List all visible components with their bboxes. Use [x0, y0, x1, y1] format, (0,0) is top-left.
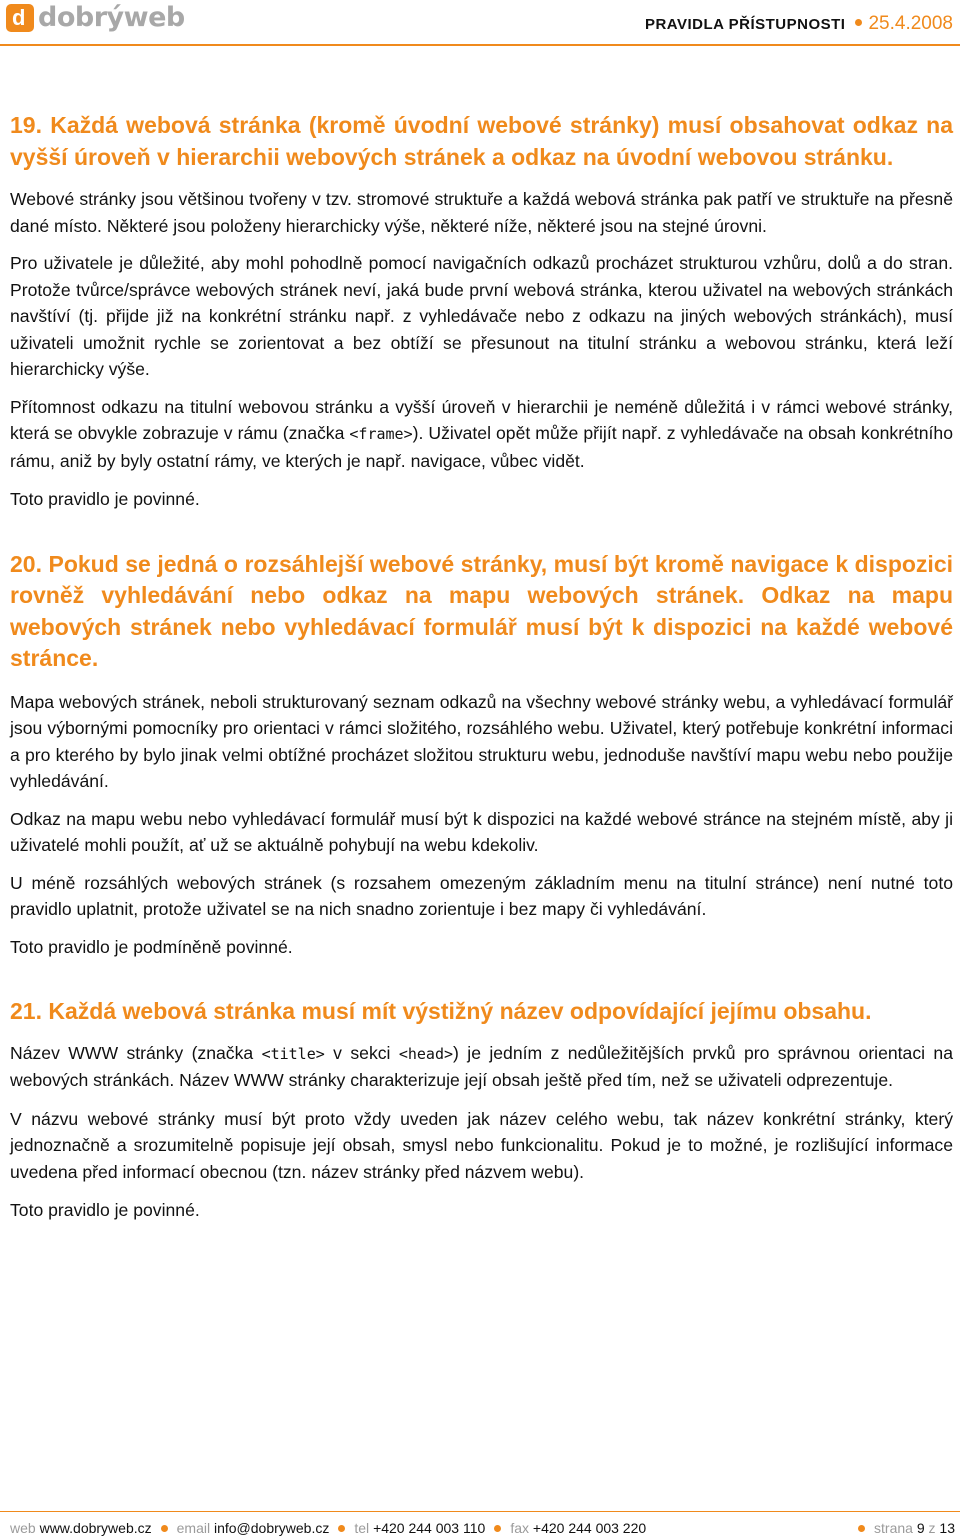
- rule-status: Toto pravidlo je podmíněně povinné.: [10, 936, 293, 957]
- email-label: email: [176, 1520, 211, 1536]
- header-divider: [0, 44, 960, 46]
- logo-thumb-icon: d: [6, 4, 34, 32]
- code-title: <title>: [261, 1044, 325, 1063]
- tel-label: tel: [354, 1520, 370, 1536]
- code-head: <head>: [398, 1044, 454, 1063]
- web-label: web: [10, 1520, 36, 1536]
- bullet-icon: [338, 1525, 345, 1532]
- fax-label: fax: [510, 1520, 529, 1536]
- bullet-icon: [494, 1525, 501, 1532]
- header-info: [645, 13, 953, 36]
- paragraph: Název WWW stránky (značka <title> v sekci <head>) je jedním z nedůležitějších prvků pro správnou orientaci na webových stránkách. Název WWW stránky charakterizuje její obsah ještě před tím, než se uživateli odprezentuje.: [10, 1042, 953, 1090]
- page-number: strana 9 z 13: [849, 1520, 955, 1537]
- logo-text: dobrýweb: [38, 2, 185, 33]
- fax-value: +420 244 003 220: [532, 1520, 647, 1536]
- rule-title: Každá webová stránka (kromě úvodní webové stránky) musí obsahovat odkaz na vyšší úroveň v hierarchii webových stránek a odkaz na úvodní webovou stránku.: [10, 112, 954, 170]
- rule-19-heading: [10, 110, 953, 173]
- rule-20-heading: [10, 549, 953, 675]
- rule-status: Toto pravidlo je povinné.: [10, 1200, 200, 1220]
- dobryweb-logo[interactable]: [6, 3, 185, 33]
- paragraph: Odkaz na mapu webu nebo vyhledávací formulář musí být k dispozici na každé webové stránce na stejném místě, aby ji uživatelé mohli použít, ať už se aktuálně pohybují na webu kdekoliv.: [10, 808, 953, 855]
- paragraph: Přítomnost odkazu na titulní webovou stránku a vyšší úroveň v hierarchii je neméně důležitá i v rámci webové stránky, která se obvykle zobrazuje v rámu (značka <frame>). Uživatel opět může přijít např. z vyhledávače na obsah konkrétního rámu, aniž by byly ostatní rámy, ve kterých je např. navigace, vůbec vidět.: [10, 396, 953, 471]
- web-link[interactable]: www.dobryweb.cz: [39, 1520, 152, 1536]
- tel-value: +420 244 003 110: [373, 1520, 486, 1536]
- bullet-icon: [855, 19, 862, 26]
- rule-number: 20.: [10, 550, 42, 577]
- document-title: PRAVIDLA PŘÍSTUPNOSTI: [644, 16, 846, 33]
- code-frame: <frame>: [349, 425, 413, 443]
- paragraph: Webové stránky jsou většinou tvořeny v tzv. stromové struktuře a každá webová stránka pak patří ve struktuře na přesně dané místo. Některé jsou položeny hierarchicky výše, některé níže, některé jsou na stejné úrovni.: [10, 189, 953, 236]
- bullet-icon: [161, 1525, 168, 1532]
- rule-21-heading: [10, 996, 953, 1028]
- paragraph: Mapa webových stránek, neboli strukturovaný seznam odkazů na všechny webové stránky webu, a vyhledávací formulář jsou výbornými pomocníky pro orientaci v rámci složitého, rozsáhlého webu. Uživatel, který potřebuje konkrétní informaci a pro kterého by bylo jinak velmi obtížné procházet složitou strukturu webu, jednoduše navštíví mapu webu nebo použije vyhledávání.: [10, 691, 953, 791]
- paragraph: U méně rozsáhlých webových stránek (s rozsahem omezeným základním menu na titulní stránce) není nutné toto pravidlo uplatnit, protože uživatel se na nich snadno zorientuje i bez mapy či vyhledávání.: [10, 872, 953, 919]
- paragraph: V názvu webové stránky musí být proto vždy uveden jak název celého webu, tak název konkrétní stránky, který jednoznačně a srozumitelně popisuje její obsah, smysl nebo funkcionalitu. Pokud je to možné, je rozlišující informace uvedena před informací obecnou (tzn. název stránky před názvem webu).: [10, 1108, 953, 1182]
- rule-number: 21.: [10, 998, 42, 1024]
- page-footer: [10, 1520, 955, 1537]
- email-link[interactable]: info@dobryweb.cz: [213, 1520, 330, 1536]
- rule-title: Každá webová stránka musí mít výstižný název odpovídající jejímu obsahu.: [48, 998, 872, 1024]
- page-header: [0, 0, 960, 44]
- rule-number: 19.: [10, 112, 42, 138]
- rule-status: Toto pravidlo je povinné.: [10, 489, 200, 509]
- document-body: [10, 110, 953, 1224]
- document-date: 25.4.2008: [868, 13, 953, 34]
- paragraph: Pro uživatele je důležité, aby mohl pohodlně pomocí navigačních odkazů procházet strukturou vzhůru, dolů a do stran. Protože tvůrce/správce webových stránek neví, jaká bude první webová stránka, kterou uživatel na webových stránkách navštíví (tj. přijde již na konkrétní stránku např. z vyhledávače nebo z odkazu na jiných webových stránkách), musí uživateli umožnit rychle se zorientovat a bez obtíží se přesunout na titulní stránku a webovou stránku, která leží hierarchicky výše.: [10, 253, 953, 379]
- rule-title: Pokud se jedná o rozsáhlejší webové stránky, musí být kromě navigace k dispozici rovněž vyhledávání nebo odkaz na mapu webových stránek. Odkaz na mapu webových stránek nebo vyhledávací formulář musí být k dispozici na každé webové stránce.: [10, 550, 954, 671]
- footer-divider: [0, 1511, 960, 1512]
- bullet-icon: [858, 1525, 865, 1532]
